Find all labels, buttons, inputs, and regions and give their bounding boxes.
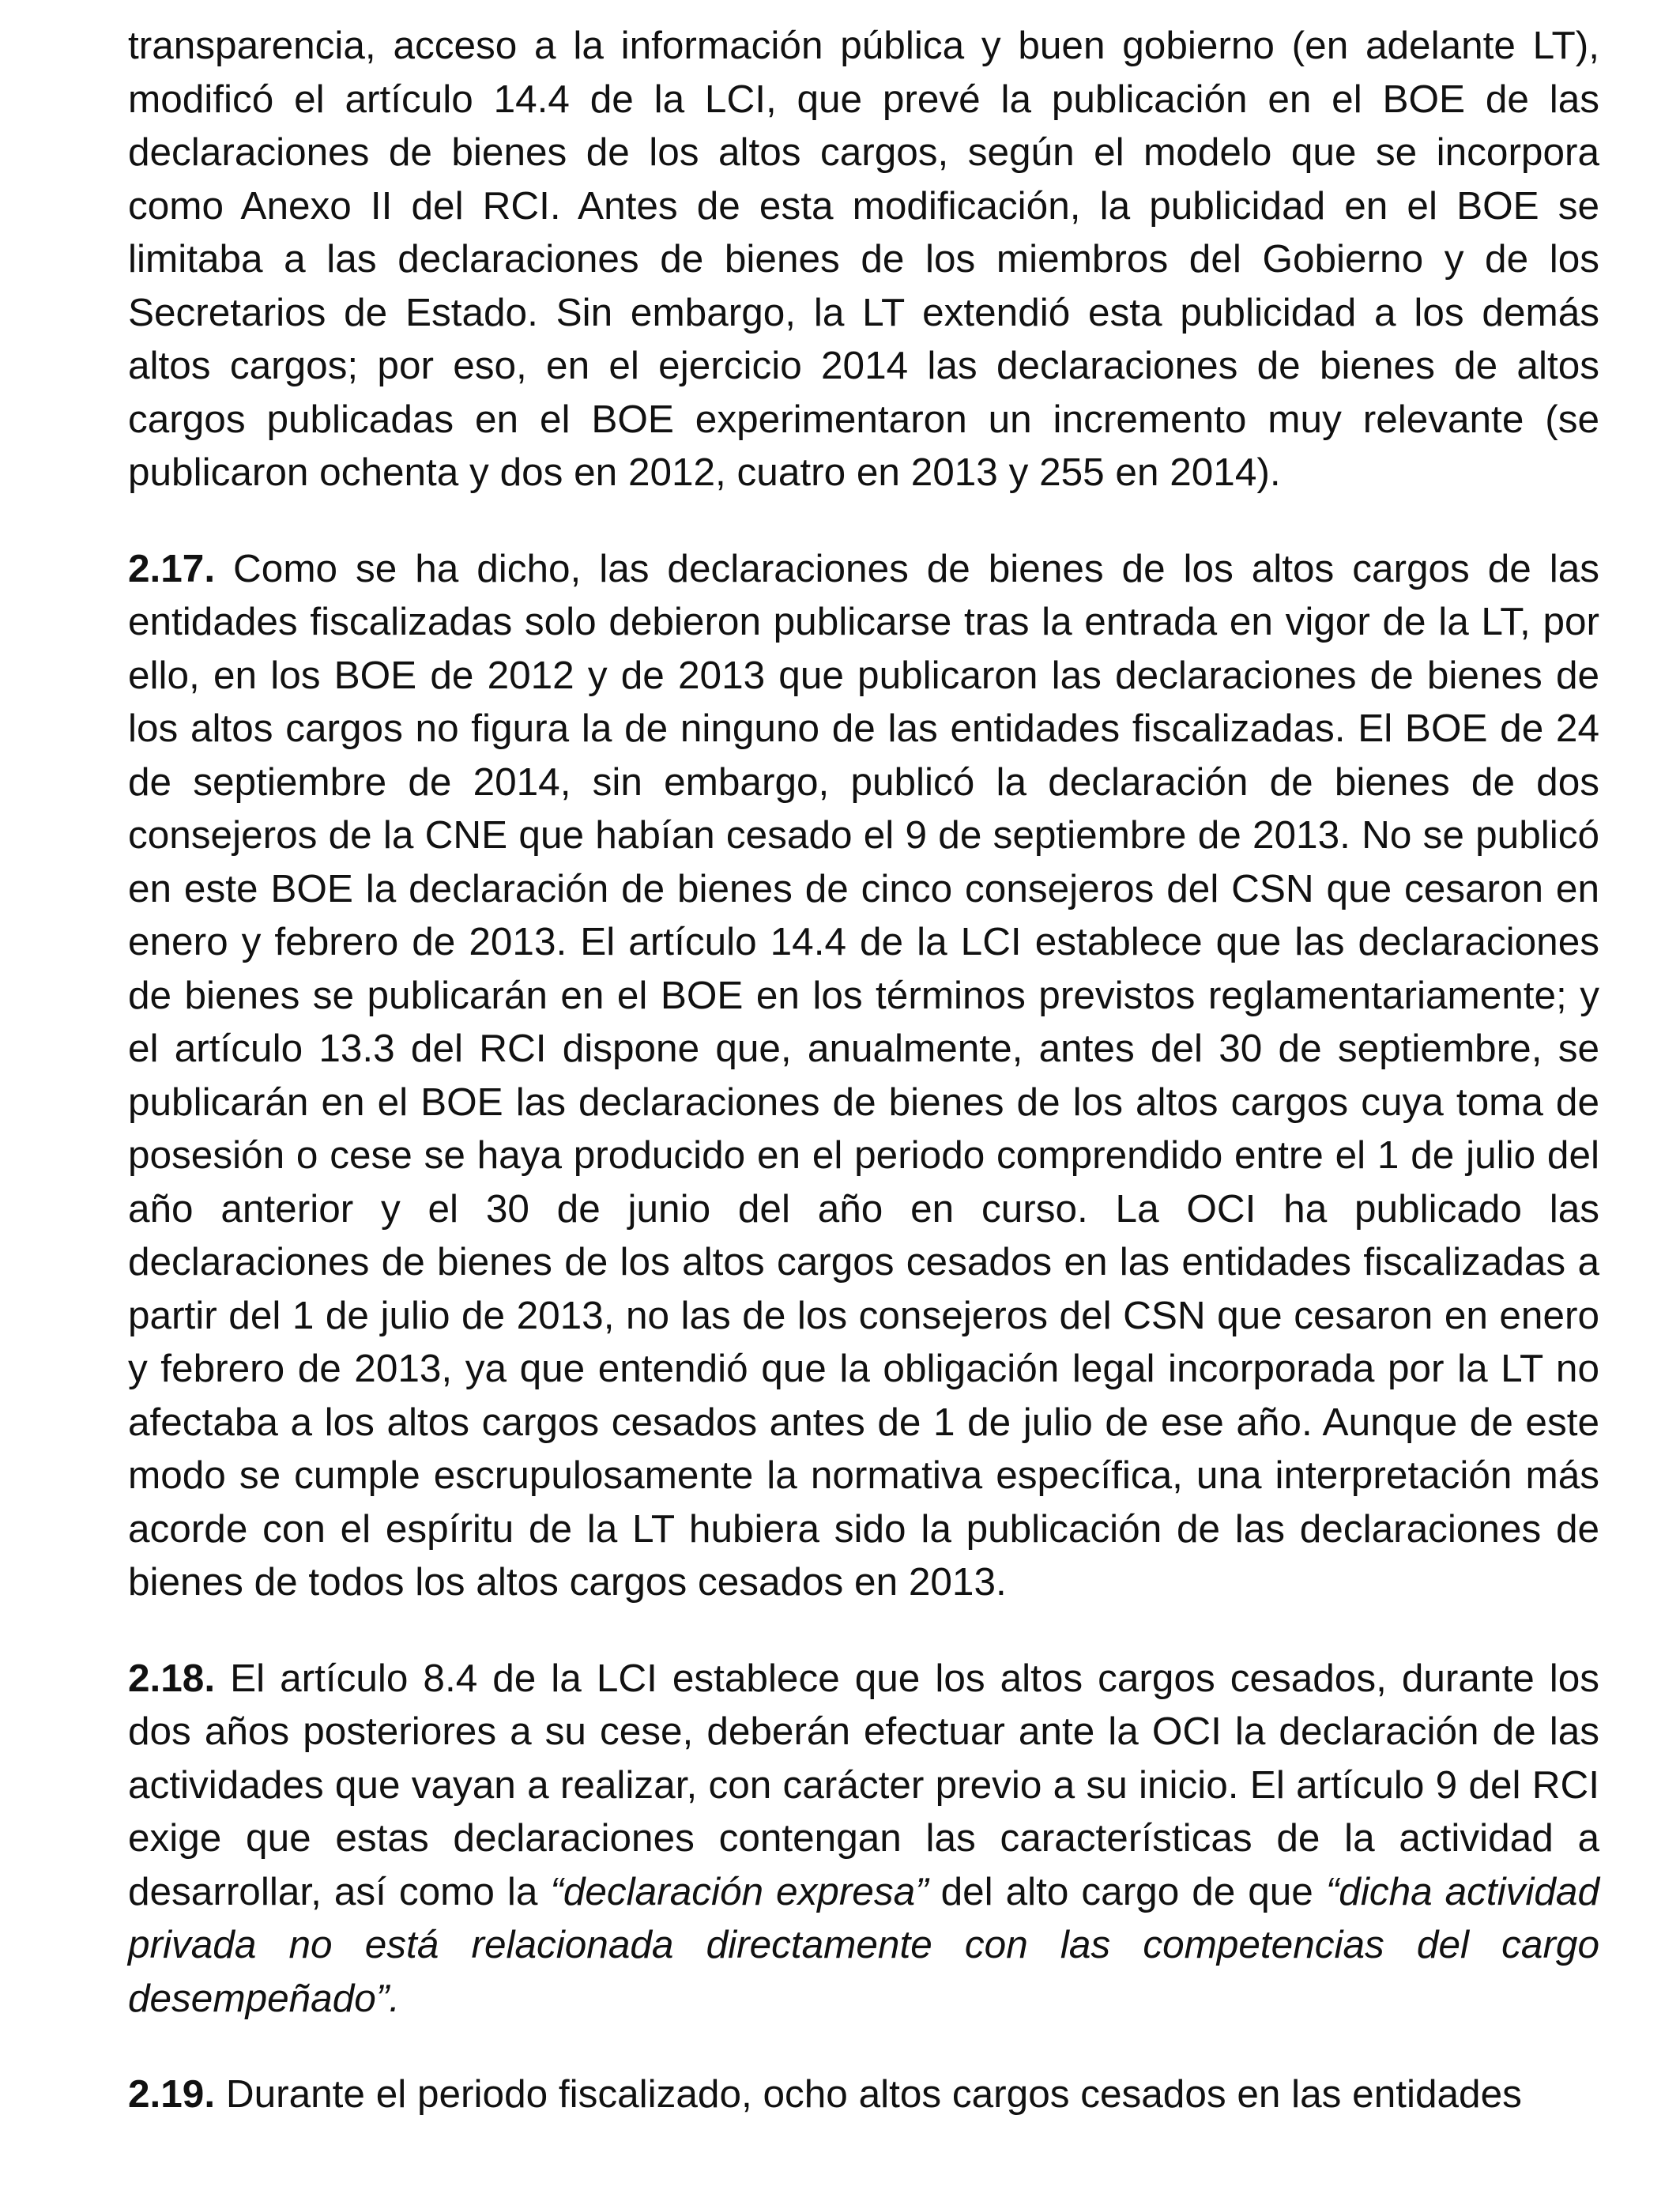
- paragraph-2-19: [128, 2068, 1599, 2121]
- paragraph-2-18: [128, 1652, 1599, 2026]
- paragraph-text-middle: del alto cargo de que: [928, 1869, 1326, 1913]
- document-page: [128, 19, 1599, 2164]
- paragraph-text: Como se ha dicho, las declaraciones de bienes de los altos cargos de las entidades fiscalizadas solo debieron publicarse tras la entrada en vigor de la LT, por ello, en los BOE de 2012 y de 2013 que publicaron las declaraciones de bienes de los altos cargos no figura la de ninguno de las entidades fiscalizadas. El BOE de 24 de septiembre de 2014, sin embargo, publicó la declaración de bienes de dos consejeros de la CNE que habían cesado el 9 de septiembre de 2013. No se publicó en este BOE la declaración de bienes de cinco consejeros del CSN que cesaron en enero y febrero de 2013. El artículo 14.4 de la LCI establece que las declaraciones de bienes se publicarán en el BOE en los términos previstos reglamentariamente; y el artículo 13.3 del RCI dispone que, anualmente, antes del 30 de septiembre, se publicarán en el BOE las declaraciones de bienes de los altos cargos cuya toma de posesión o cese se haya producido en el periodo comprendido entre el 1 de julio del año anterior y el 30 de junio del año en curso. La OCI ha publicado las declaraciones de bienes de los altos cargos cesados en las entidades fiscalizadas a partir del 1 de julio de 2013, no las de los consejeros del CSN que cesaron en enero y febrero de 2013, ya que entendió que la obligación legal incorporada por la LT no afectaba a los altos cargos cesados antes de 1 de julio de ese año. Aunque de este modo se cumple escrupulosamente la normativa específica, una interpretación más acorde con el espíritu de la LT hubiera sido la publicación de las declaraciones de bienes de todos los altos cargos cesados en 2013.: [128, 546, 1599, 1604]
- paragraph-continuation: [128, 19, 1599, 499]
- italic-quote-declaracion-expresa: “declaración expresa”: [550, 1869, 929, 1913]
- paragraph-number: 2.18.: [128, 1656, 216, 1700]
- paragraph-number: 2.17.: [128, 546, 216, 590]
- paragraph-text: El artículo 8.4 de la LCI establece que los altos cargos cesados, durante los dos años posteriores a su cese, deberán efectuar ante la OCI la declaración de las actividades que vayan a realizar, con carácter previo a su inicio. El artículo 9 del RCI exige que estas declaraciones contengan las características de la actividad a desarrollar, así como la: [128, 1656, 1599, 1913]
- italic-quote-actividad-privada: “dicha actividad privada no está relacionada directamente con las competencias del cargo desempeñado”.: [128, 1869, 1599, 2020]
- paragraph-text: transparencia, acceso a la información pública y buen gobierno (en adelante LT), modificó el artículo 14.4 de la LCI, que prevé la publicación en el BOE de las declaraciones de bienes de los altos cargos, según el modelo que se incorpora como Anexo II del RCI. Antes de esta modificación, la publicidad en el BOE se limitaba a las declaraciones de bienes de los miembros del Gobierno y de los Secretarios de Estado. Sin embargo, la LT extendió esta publicidad a los demás altos cargos; por eso, en el ejercicio 2014 las declaraciones de bienes de altos cargos publicadas en el BOE experimentaron un incremento muy relevante (se publicaron ochenta y dos en 2012, cuatro en 2013 y 255 en 2014).: [128, 24, 1599, 494]
- paragraph-2-17: [128, 542, 1599, 1609]
- paragraph-text: Durante el periodo fiscalizado, ocho altos cargos cesados en las entidades: [215, 2072, 1522, 2116]
- paragraph-number: 2.19.: [128, 2072, 216, 2116]
